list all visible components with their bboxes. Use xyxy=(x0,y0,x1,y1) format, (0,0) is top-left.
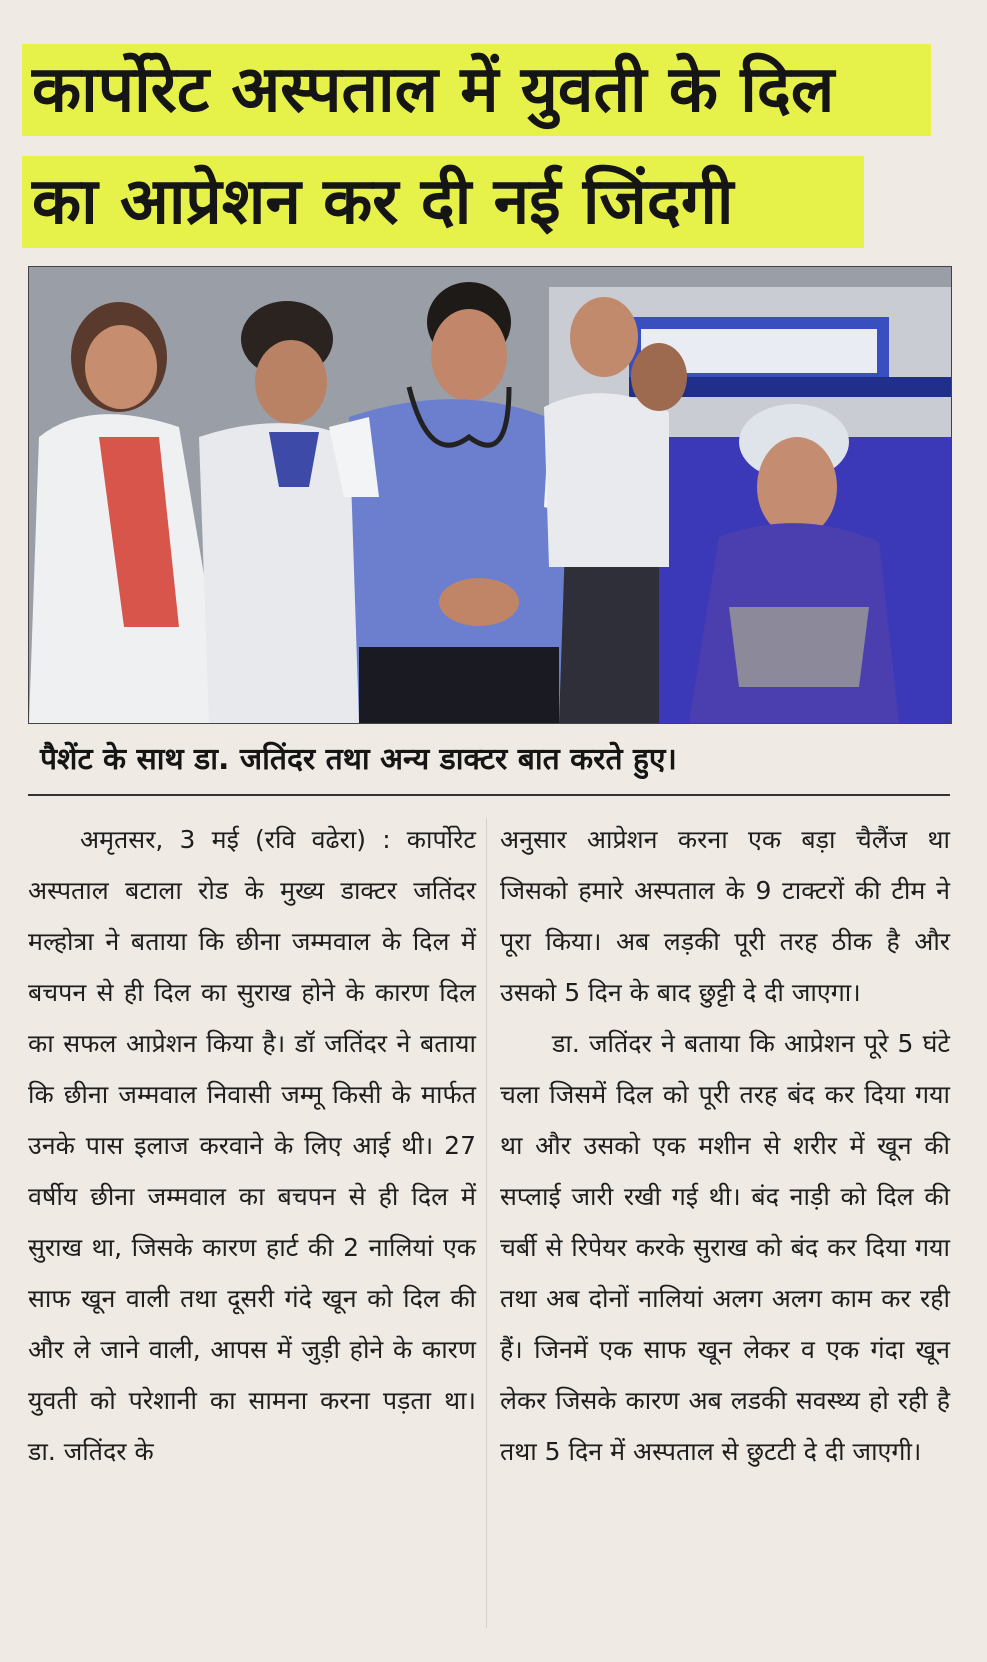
headline xyxy=(22,44,957,259)
column-divider xyxy=(486,818,487,1628)
news-photo xyxy=(28,266,952,724)
photo-caption: पैशेंट के साथ डा. जतिंदर तथा अन्य डाक्टर बात करते हुए। xyxy=(40,742,677,777)
article-paragraph: अमृतसर, 3 मई (रवि वढेरा) : कार्पोरेट अस्पताल बटाला रोड के मुख्य डाक्टर जतिंदर मल्होत्रा ने बताया कि छीना जम्मवाल के दिल में बचपन से ही दिल का सुराख होने के कारण दिल का सफल आप्रेशन किया है। डॉ जतिंदर ने बताया कि छीना जम्मवाल निवासी जम्मू किसी के मार्फत उनके पास इलाज करवाने के लिए आई थी। 27 वर्षीय छीना जम्मवाल का बचपन से ही दिल में सुराख था, जिसके कारण हार्ट की 2 नालियां एक साफ खून वाली तथा दूसरी गंदे खून को दिल की और ले जाने वाली, आपस में जुड़ी होने के कारण युवती को परेशानी का सामना करना पड़ता था। डा. जतिंदर के xyxy=(28,825,476,1466)
photo-doctors-with-patient-icon xyxy=(29,267,951,723)
headline-line-1: कार्पोरेट अस्पताल में युवती के दिल xyxy=(22,44,931,136)
article-column-right xyxy=(500,814,950,1477)
caption-divider xyxy=(28,794,950,796)
article-paragraph: अनुसार आप्रेशन करना एक बड़ा चैलैंज था जिसको हमारे अस्पताल के 9 टाक्टरों की टीम ने पूरा किया। अब लड़की पूरी तरह ठीक है और उसको 5 दिन के बाद छुट्टी दे दी जाएगा। xyxy=(500,825,950,1007)
article-paragraph: डा. जतिंदर ने बताया कि आप्रेशन पूरे 5 घंटे चला जिसमें दिल को पूरी तरह बंद कर दिया गया था और उसको एक मशीन से शरीर में खून की सप्लाई जारी रखी गई थी। बंद नाड़ी को दिल की चर्बी से रिपेयर करके सुराख को बंद कर दिया गया तथा अब दोनों नालियां अलग अलग काम कर रही हैं। जिनमें एक साफ खून लेकर व एक गंदा खून लेकर जिसके कारण अब लडकी सवस्थ्य हो रही है तथा 5 दिन में अस्पताल से छुटटी दे दी जाएगी। xyxy=(500,1029,950,1466)
article-column-left xyxy=(28,814,476,1477)
headline-line-2: का आप्रेशन कर दी नई जिंदगी xyxy=(22,156,864,248)
